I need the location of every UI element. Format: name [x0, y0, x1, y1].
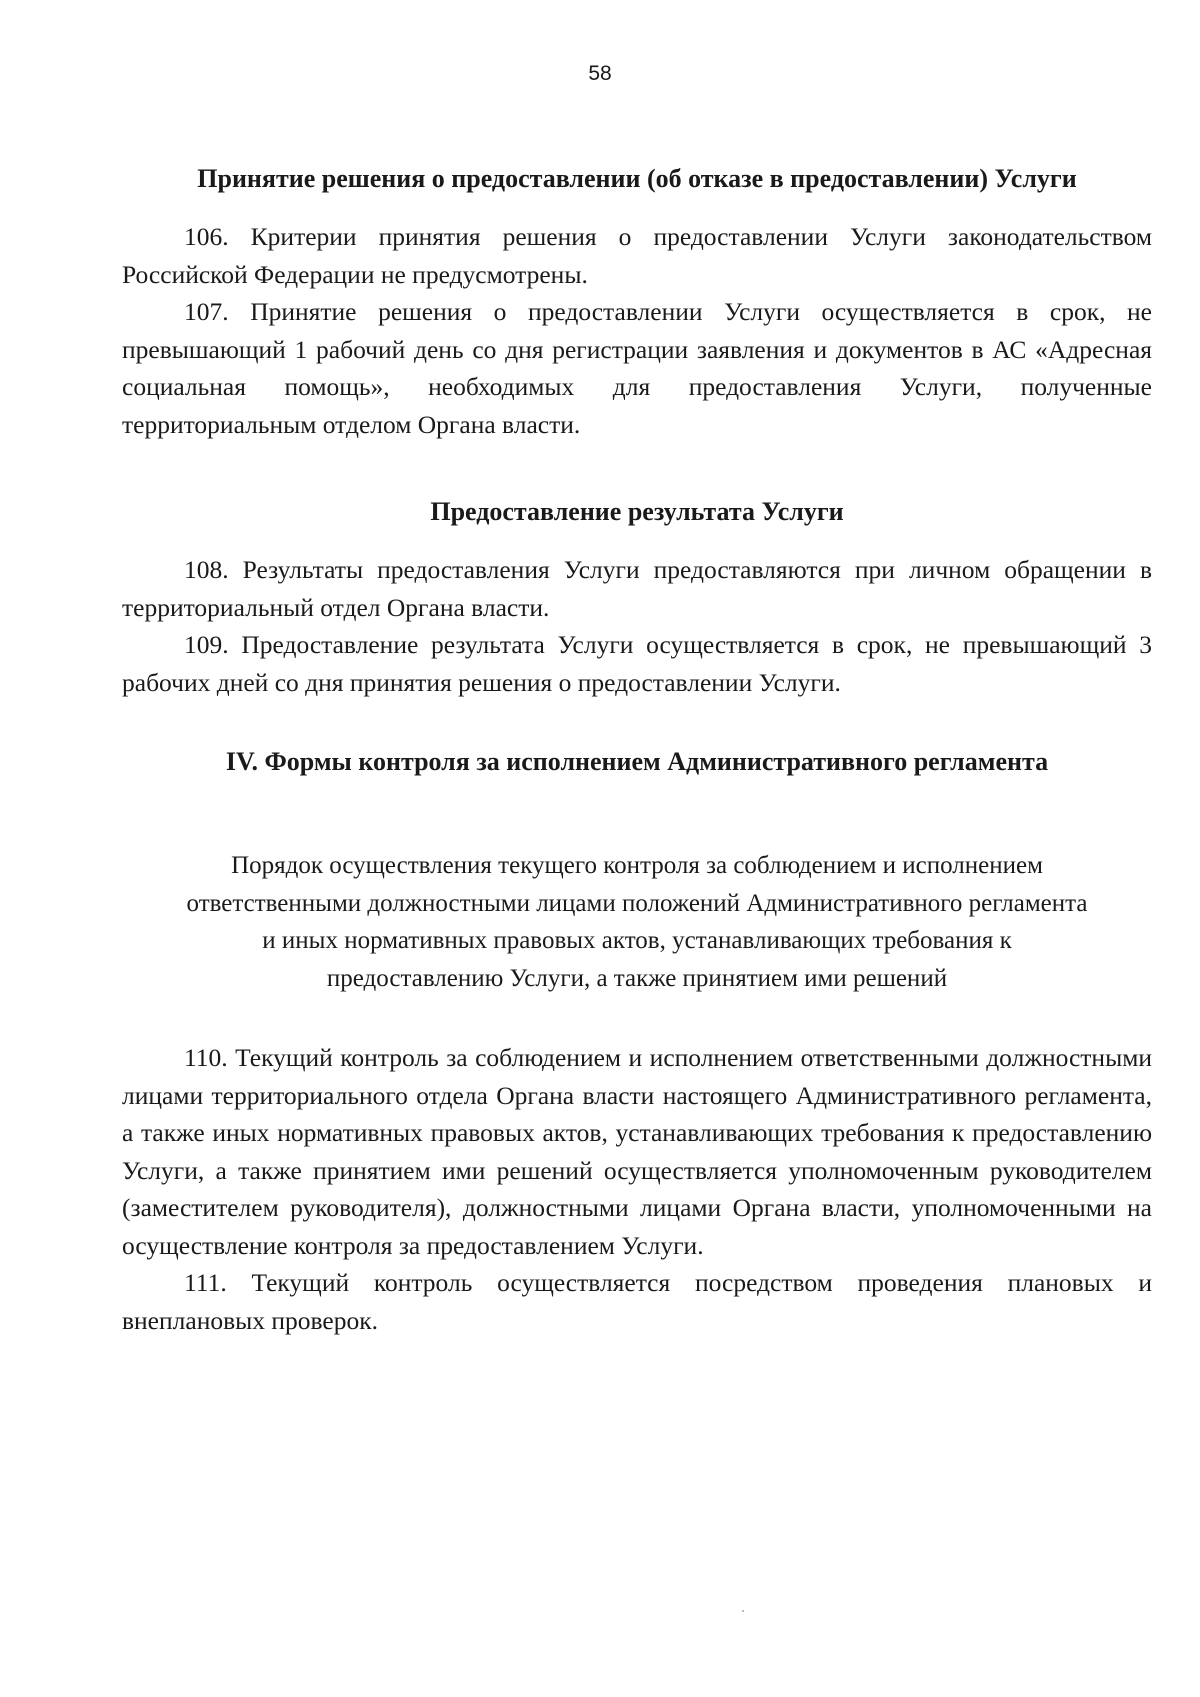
- page-content: [122, 160, 1152, 1339]
- subheading-line: ответственными должностными лицами положений Административного регламента: [186, 889, 1088, 917]
- paragraph-106: 106. Критерии принятия решения о предоставлении Услуги законодательством Российской Федерации не предусмотрены.: [122, 222, 1152, 289]
- paragraph-107: 107. Принятие решения о предоставлении Услуги осуществляется в срок, не превышающий 1 рабочий день со дня регистрации заявления и документов в АС «Адресная социальная помощь», необходимых для предоставления Услуги, полученные территориальным отделом Органа власти.: [122, 297, 1152, 439]
- paragraph-109: 109. Предоставление результата Услуги осуществляется в срок, не превышающий 3 рабочих дней со дня принятия решения о предоставлении Услуги.: [122, 630, 1152, 697]
- paragraph-108: 108. Результаты предоставления Услуги предоставляются при личном обращении в территориальный отдел Органа власти.: [122, 555, 1152, 622]
- paragraph-110: 110. Текущий контроль за соблюдением и исполнением ответственными должностными лицами территориального отдела Органа власти настоящего Административного регламента, а также иных нормативных правовых актов, устанавливающих требования к предоставлению Услуги, а также принятием ими решений осуществляется уполномоченным руководителем (заместителем руководителя), должностными лицами Органа власти, уполномоченными на осуществление контроля за предоставлением Услуги.: [122, 1043, 1152, 1260]
- page-number: 58: [588, 62, 612, 85]
- scan-speck: [742, 1610, 744, 1612]
- subheading-line: и иных нормативных правовых актов, устанавливающих требования к: [262, 927, 1012, 954]
- subheading-line: Порядок осуществления текущего контроля за соблюдением и исполнением: [231, 852, 1043, 879]
- subheading-line: предоставлению Услуги, а также принятием ими решений: [326, 964, 948, 992]
- section-heading-decision: Принятие решения о предоставлении (об отказе в предоставлении) Услуги: [197, 164, 1077, 193]
- subsection-heading-current-control: [122, 847, 1152, 997]
- chapter-heading-iv: IV. Формы контроля за исполнением Административного регламента: [225, 747, 1049, 776]
- section-heading-result: Предоставление результата Услуги: [430, 497, 844, 526]
- paragraph-111: 111. Текущий контроль осуществляется посредством проведения плановых и внеплановых проверок.: [122, 1268, 1152, 1335]
